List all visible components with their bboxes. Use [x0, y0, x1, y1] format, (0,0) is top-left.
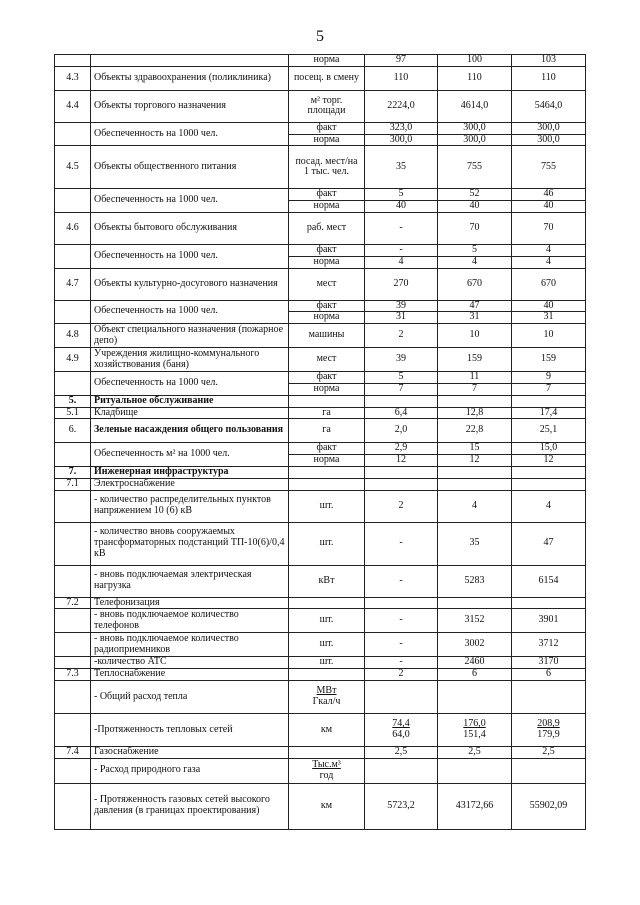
unit-line: Гкал/ч [312, 695, 341, 707]
value-cell [512, 758, 586, 783]
unit-cell: норма [289, 455, 365, 467]
row-name-cell: Объекты бытового обслуживания [91, 212, 289, 244]
value-cell: 4 [512, 256, 586, 268]
row-name-cell: Зеленые насаждения общего пользования [91, 419, 289, 443]
empty-cell [512, 478, 586, 490]
row-number-cell: 4.5 [55, 146, 91, 189]
row-number-cell: 7.2 [55, 597, 91, 609]
row-name-cell: - Расход природного газа [91, 758, 289, 783]
value-cell: 2224,0 [365, 90, 438, 122]
row-name-cell: -Протяженность тепловых сетей [91, 713, 289, 746]
table-row [55, 66, 586, 90]
row-name-cell [91, 55, 289, 67]
row-name-cell: Телефонизация [91, 597, 289, 609]
unit-cell: га [289, 419, 365, 443]
value-cell: 5 [438, 244, 512, 256]
value-cell: 670 [512, 268, 586, 300]
unit-cell: норма [289, 201, 365, 213]
unit-cell: факт [289, 372, 365, 384]
empty-cell [438, 395, 512, 407]
table-row [55, 324, 586, 348]
value-cell: 70 [438, 212, 512, 244]
value-cell: 6154 [512, 565, 586, 597]
table-row [55, 419, 586, 443]
row-name-cell: - количество вновь сооружаемых трансформаторных подстанций ТП-10(6)/0,4 кВ [91, 522, 289, 565]
unit-cell: км [289, 783, 365, 829]
row-number-cell: 6. [55, 419, 91, 443]
value-cell: 3002 [438, 633, 512, 657]
unit-cell: норма [289, 256, 365, 268]
value-cell: 35 [438, 522, 512, 565]
row-name-cell: Объекты общественного питания [91, 146, 289, 189]
value-cell: 103 [512, 55, 586, 67]
empty-cell [365, 395, 438, 407]
row-number-cell: 4.4 [55, 90, 91, 122]
row-name-cell: - вновь подключаемое количество телефонов [91, 609, 289, 633]
value-cell: 15,0 [512, 443, 586, 455]
value-cell: 25,1 [512, 419, 586, 443]
table-row [55, 348, 586, 372]
value-cell: 300,0 [512, 122, 586, 134]
empty-cell [512, 395, 586, 407]
section-row [55, 395, 586, 407]
value-cell: 2,5 [365, 746, 438, 758]
table-row [55, 783, 586, 829]
row-name-cell: Обеспеченность на 1000 чел. [91, 189, 289, 213]
value-cell: 15 [438, 443, 512, 455]
row-name-cell: Обеспеченность на 1000 чел. [91, 300, 289, 324]
row-number-cell: 5.1 [55, 407, 91, 419]
table-row [55, 212, 586, 244]
value-cell: 10 [512, 324, 586, 348]
table-row [55, 407, 586, 419]
row-name-cell: - вновь подключаемая электрическая нагрузка [91, 565, 289, 597]
unit-cell [289, 758, 365, 783]
section-row [55, 466, 586, 478]
value-cell: 4 [512, 490, 586, 522]
value-cell [438, 758, 512, 783]
table-row [55, 189, 586, 201]
empty-cell [438, 597, 512, 609]
table-row [55, 244, 586, 256]
empty-cell [289, 395, 365, 407]
row-number-cell [55, 783, 91, 829]
heading-row [55, 478, 586, 490]
value-cell [438, 680, 512, 713]
row-name-cell: Обеспеченность м² на 1000 чел. [91, 443, 289, 467]
row-number-cell [55, 122, 91, 146]
value-cell: 110 [365, 66, 438, 90]
value-cell: 43172,66 [438, 783, 512, 829]
empty-cell [365, 466, 438, 478]
value-cell [512, 680, 586, 713]
value-cell: 4 [365, 256, 438, 268]
row-name-cell: Кладбище [91, 407, 289, 419]
unit-cell: норма [289, 383, 365, 395]
value-cell: 22,8 [438, 419, 512, 443]
table-row [55, 633, 586, 657]
row-number-cell [55, 609, 91, 633]
value-cell: 670 [438, 268, 512, 300]
unit-cell: факт [289, 189, 365, 201]
value-cell: 300,0 [438, 134, 512, 146]
unit-cell: машины [289, 324, 365, 348]
value-cell: 31 [512, 312, 586, 324]
value-cell: 6 [438, 669, 512, 681]
value-cell: 17,4 [512, 407, 586, 419]
value-cell: 47 [438, 300, 512, 312]
row-name-cell: Электроснабжение [91, 478, 289, 490]
unit-cell: раб. мест [289, 212, 365, 244]
row-name-cell: Объекты торгового назначения [91, 90, 289, 122]
unit-cell: шт. [289, 522, 365, 565]
table-row [55, 443, 586, 455]
value-cell: 3901 [512, 609, 586, 633]
unit-line: Тыс.м³ [312, 758, 341, 770]
unit-cell: факт [289, 443, 365, 455]
unit-cell [289, 746, 365, 758]
row-name-cell: Объекты здравоохранения (поликлиника) [91, 66, 289, 90]
page-number: 5 [316, 28, 324, 45]
unit-cell [289, 669, 365, 681]
value-cell: 12 [365, 455, 438, 467]
row-name-cell: - вновь подключаемое количество радиоприемников [91, 633, 289, 657]
value-cell: 4 [438, 256, 512, 268]
value-cell: 55902,09 [512, 783, 586, 829]
table-row [55, 565, 586, 597]
value-cell: 323,0 [365, 122, 438, 134]
value-cell [365, 758, 438, 783]
unit-cell: шт. [289, 490, 365, 522]
value-cell: 39 [365, 300, 438, 312]
table-row [55, 122, 586, 134]
value-cell: 300,0 [438, 122, 512, 134]
value-cell: 40 [438, 201, 512, 213]
value-cell: 5283 [438, 565, 512, 597]
value-line: 64,0 [392, 728, 410, 740]
row-number-cell: 7.1 [55, 478, 91, 490]
value-cell: - [365, 633, 438, 657]
row-name-cell: - Общий расход тепла [91, 680, 289, 713]
row-name-cell: -количество АТС [91, 657, 289, 669]
value-cell [438, 713, 512, 746]
row-number-cell: 4.3 [55, 66, 91, 90]
unit-cell: мест [289, 348, 365, 372]
table-row [55, 713, 586, 746]
value-cell: 7 [438, 383, 512, 395]
value-cell: 755 [438, 146, 512, 189]
row-number-cell [55, 189, 91, 213]
value-cell: 100 [438, 55, 512, 67]
unit-cell: шт. [289, 609, 365, 633]
value-cell: 5 [365, 189, 438, 201]
row-number-cell: 7.4 [55, 746, 91, 758]
value-cell: 12 [512, 455, 586, 467]
row-number-cell: 5. [55, 395, 91, 407]
value-cell: 3170 [512, 657, 586, 669]
value-cell: 159 [512, 348, 586, 372]
row-name-cell: Инженерная инфраструктура [91, 466, 289, 478]
row-name-cell: Обеспеченность на 1000 чел. [91, 372, 289, 396]
value-cell: 3152 [438, 609, 512, 633]
empty-cell [512, 597, 586, 609]
row-number-cell [55, 565, 91, 597]
empty-cell [365, 597, 438, 609]
row-number-cell: 7.3 [55, 669, 91, 681]
row-name-cell: - количество распределительных пунктов напряжением 10 (6) кВ [91, 490, 289, 522]
unit-cell: норма [289, 55, 365, 67]
value-line: 74,4 [392, 718, 410, 730]
value-cell: 2 [365, 490, 438, 522]
row-number-cell: 4.9 [55, 348, 91, 372]
row-number-cell [55, 443, 91, 467]
value-cell: 31 [438, 312, 512, 324]
table-row [55, 55, 586, 67]
table-row [55, 90, 586, 122]
table-row [55, 268, 586, 300]
value-cell: 4 [438, 490, 512, 522]
unit-cell: шт. [289, 657, 365, 669]
value-cell: - [365, 609, 438, 633]
indicators-table [54, 54, 586, 830]
unit-cell: посещ. в смену [289, 66, 365, 90]
value-cell: - [365, 657, 438, 669]
heading-row [55, 597, 586, 609]
value-cell: 270 [365, 268, 438, 300]
row-name-cell: Ритуальное обслуживание [91, 395, 289, 407]
value-cell: 6,4 [365, 407, 438, 419]
row-number-cell [55, 490, 91, 522]
value-cell: 46 [512, 189, 586, 201]
value-cell: 40 [512, 300, 586, 312]
row-name-cell: Теплоснабжение [91, 669, 289, 681]
row-number-cell [55, 657, 91, 669]
unit-cell [289, 680, 365, 713]
value-cell: - [365, 212, 438, 244]
value-cell: 300,0 [512, 134, 586, 146]
value-line: 176,0 [463, 718, 486, 730]
table-row [55, 680, 586, 713]
row-number-cell: 7. [55, 466, 91, 478]
value-line: 151,4 [463, 728, 486, 740]
unit-cell: га [289, 407, 365, 419]
unit-cell: факт [289, 244, 365, 256]
value-cell: 2 [365, 669, 438, 681]
value-cell: 10 [438, 324, 512, 348]
value-cell: 755 [512, 146, 586, 189]
empty-cell [289, 597, 365, 609]
row-name-cell: Учреждения жилищно-коммунального хозяйствования (баня) [91, 348, 289, 372]
row-number-cell [55, 55, 91, 67]
value-cell: 300,0 [365, 134, 438, 146]
row-number-cell [55, 713, 91, 746]
unit-cell: шт. [289, 633, 365, 657]
value-cell: 40 [512, 201, 586, 213]
value-cell: 110 [438, 66, 512, 90]
value-cell [365, 713, 438, 746]
row-number-cell: 4.7 [55, 268, 91, 300]
row-number-cell [55, 522, 91, 565]
value-cell [365, 680, 438, 713]
row-name-cell: Обеспеченность на 1000 чел. [91, 244, 289, 268]
unit-cell: факт [289, 122, 365, 134]
value-cell: 6 [512, 669, 586, 681]
value-cell: 2460 [438, 657, 512, 669]
value-cell: 52 [438, 189, 512, 201]
value-cell: 7 [512, 383, 586, 395]
row-name-cell: - Протяженность газовых сетей высокого давления (в границах проектирования) [91, 783, 289, 829]
value-cell: 2 [365, 324, 438, 348]
value-cell: 110 [512, 66, 586, 90]
row-name-cell: Газоснабжение [91, 746, 289, 758]
unit-cell: мест [289, 268, 365, 300]
row-number-cell [55, 372, 91, 396]
row-number-cell [55, 300, 91, 324]
unit-cell: посад. мест/на 1 тыс. чел. [289, 146, 365, 189]
value-line: 179,9 [537, 728, 560, 740]
table-row [55, 657, 586, 669]
table-row [55, 522, 586, 565]
table-row [55, 669, 586, 681]
unit-cell: кВт [289, 565, 365, 597]
value-cell: 2,5 [512, 746, 586, 758]
value-cell: - [365, 565, 438, 597]
value-cell: 2,9 [365, 443, 438, 455]
empty-cell [289, 478, 365, 490]
value-cell: 12 [438, 455, 512, 467]
value-cell: 12,8 [438, 407, 512, 419]
row-name-cell: Объект специального назначения (пожарное депо) [91, 324, 289, 348]
value-cell: - [365, 244, 438, 256]
unit-cell: м² торг. площади [289, 90, 365, 122]
table-row [55, 746, 586, 758]
row-name-cell: Обеспеченность на 1000 чел. [91, 122, 289, 146]
value-cell: 5 [365, 372, 438, 384]
value-cell: 70 [512, 212, 586, 244]
value-cell: 97 [365, 55, 438, 67]
value-cell: 31 [365, 312, 438, 324]
row-number-cell [55, 758, 91, 783]
row-name-cell: Объекты культурно-досугового назначения [91, 268, 289, 300]
table-row [55, 490, 586, 522]
empty-cell [438, 478, 512, 490]
value-cell: 5464,0 [512, 90, 586, 122]
row-number-cell: 4.8 [55, 324, 91, 348]
value-cell: 159 [438, 348, 512, 372]
value-cell: - [365, 522, 438, 565]
empty-cell [289, 466, 365, 478]
value-cell: 9 [512, 372, 586, 384]
table-row [55, 609, 586, 633]
row-number-cell [55, 244, 91, 268]
value-cell: 47 [512, 522, 586, 565]
unit-cell: норма [289, 134, 365, 146]
value-cell: 40 [365, 201, 438, 213]
unit-cell: норма [289, 312, 365, 324]
empty-cell [438, 466, 512, 478]
value-cell: 5723,2 [365, 783, 438, 829]
row-number-cell [55, 633, 91, 657]
value-cell: 7 [365, 383, 438, 395]
value-line: 208,9 [537, 718, 560, 730]
row-number-cell [55, 680, 91, 713]
unit-line: год [319, 769, 334, 781]
table-row [55, 758, 586, 783]
value-cell [512, 713, 586, 746]
row-number-cell: 4.6 [55, 212, 91, 244]
empty-cell [512, 466, 586, 478]
unit-cell: км [289, 713, 365, 746]
value-cell: 2,5 [438, 746, 512, 758]
value-cell: 4 [512, 244, 586, 256]
unit-line: МВт [316, 685, 337, 697]
table-row [55, 146, 586, 189]
table-row [55, 300, 586, 312]
value-cell: 11 [438, 372, 512, 384]
empty-cell [365, 478, 438, 490]
table-row [55, 372, 586, 384]
unit-cell: факт [289, 300, 365, 312]
value-cell: 39 [365, 348, 438, 372]
value-cell: 3712 [512, 633, 586, 657]
value-cell: 35 [365, 146, 438, 189]
value-cell: 4614,0 [438, 90, 512, 122]
value-cell: 2,0 [365, 419, 438, 443]
